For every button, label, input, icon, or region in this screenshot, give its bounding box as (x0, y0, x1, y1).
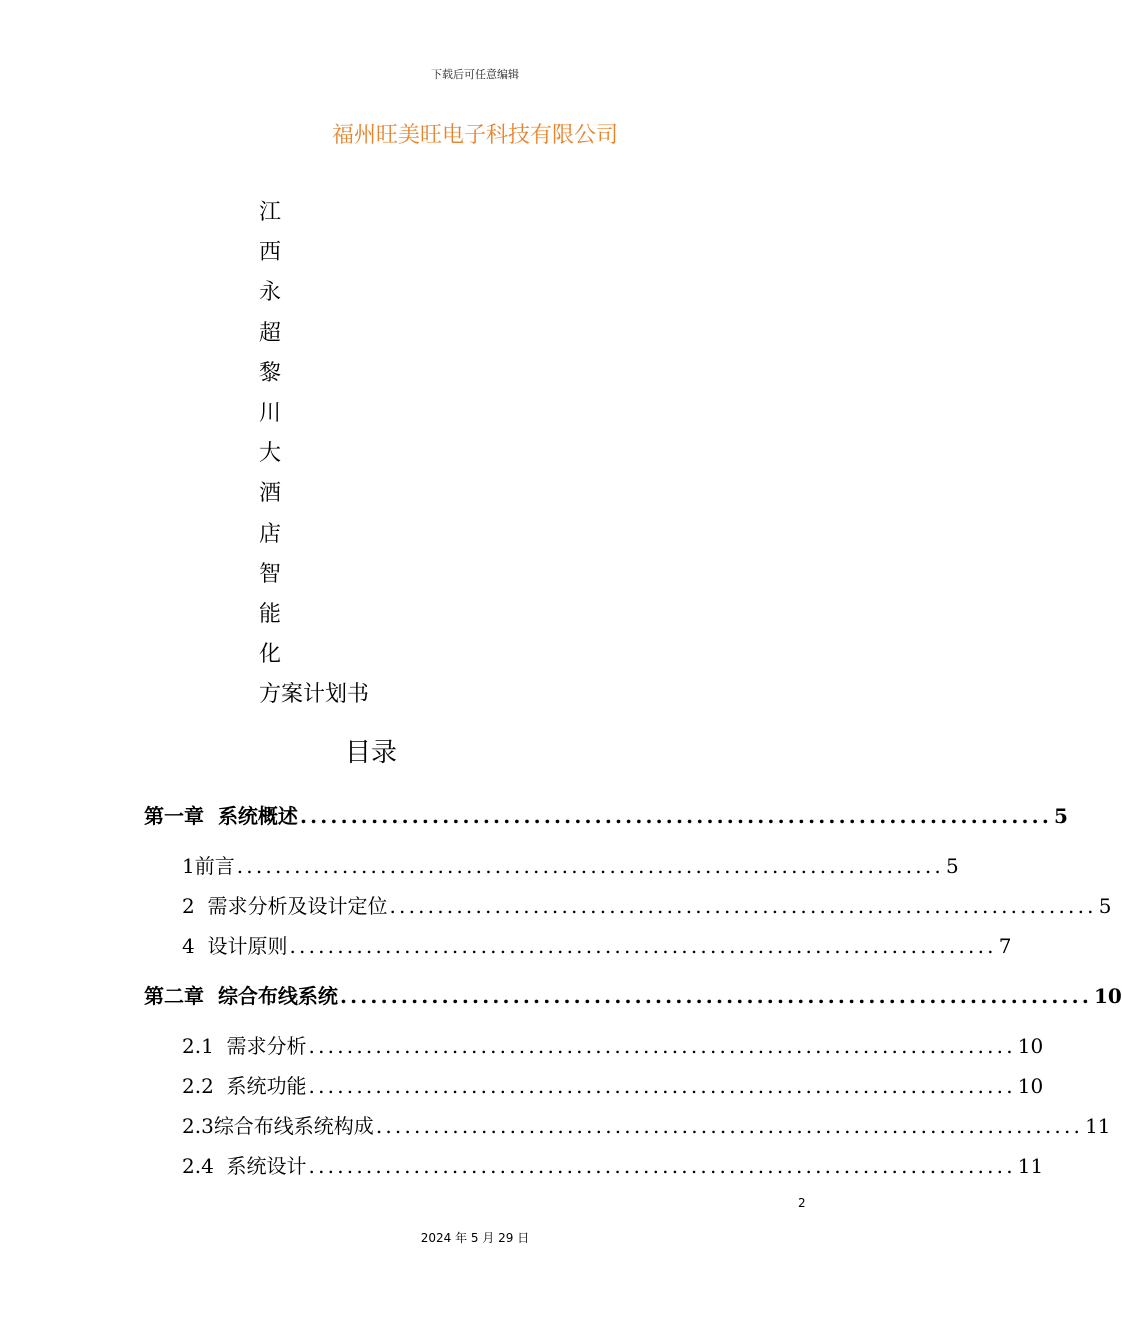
toc-entry-title: 2.2 系统功能 (182, 1074, 307, 1098)
title-char: 黎 (259, 360, 282, 386)
toc-entry-title: 第二章 综合布线系统 (144, 984, 338, 1008)
toc-heading: 目录 (345, 738, 398, 768)
header-note: 下载后可任意编辑 (431, 68, 519, 81)
toc-entry-page: 7 (998, 934, 1012, 958)
toc-entry-page: 10 (1094, 984, 1122, 1008)
page-number: 2 (798, 1196, 806, 1210)
toc-entry[interactable] (182, 1110, 1111, 1139)
toc-leader: .......................................................................... (308, 1074, 1016, 1098)
toc-entry-title: 4 设计原则 (182, 934, 288, 958)
toc-entry[interactable] (182, 930, 1012, 959)
toc-entry[interactable] (144, 980, 1122, 1009)
toc-entry[interactable] (182, 890, 1112, 919)
toc-entry-page: 5 (1098, 894, 1112, 918)
title-char: 酒 (259, 481, 282, 507)
toc-leader: .......................................................................... (308, 1154, 1016, 1178)
title-last-line: 方案计划书 (259, 682, 370, 708)
toc-entry-page: 5 (945, 854, 959, 878)
toc-entry-page: 5 (1054, 804, 1068, 828)
toc-leader: .......................................................................... (299, 804, 1052, 828)
toc-entry[interactable] (182, 1070, 1044, 1099)
toc-entry-title: 2.1 需求分析 (182, 1034, 307, 1058)
footer-date: 2024 年 5 月 29 日 (420, 1231, 530, 1245)
toc-entry-title: 2 需求分析及设计定位 (182, 894, 388, 918)
toc-entry-page: 11 (1085, 1114, 1111, 1138)
title-char: 店 (259, 521, 282, 547)
toc-entry-page: 10 (1017, 1074, 1044, 1098)
toc-leader: .......................................................................... (389, 894, 1097, 918)
title-char: 永 (259, 280, 282, 306)
company-name: 福州旺美旺电子科技有限公司 (331, 123, 618, 148)
toc-entry[interactable] (144, 800, 1068, 829)
toc-entry-title: 2.3综合布线系统构成 (182, 1114, 374, 1138)
toc-entry-title: 2.4 系统设计 (182, 1154, 307, 1178)
toc-leader: .......................................................................... (236, 854, 944, 878)
title-char: 能 (259, 601, 282, 627)
toc-entry-page: 11 (1017, 1154, 1044, 1178)
toc-leader: .......................................................................... (339, 984, 1092, 1008)
title-char: 西 (259, 240, 282, 266)
toc-leader: .......................................................................... (308, 1034, 1016, 1058)
toc-entry-page: 10 (1017, 1034, 1044, 1058)
title-char: 大 (259, 441, 282, 467)
toc-leader: .......................................................................... (375, 1114, 1084, 1138)
toc-entry-title: 第一章 系统概述 (144, 804, 298, 828)
document-title (259, 198, 369, 710)
toc-entry-title: 1前言 (182, 854, 235, 878)
toc-entry[interactable] (182, 1030, 1044, 1059)
title-char: 江 (259, 200, 282, 225)
toc-entry[interactable] (182, 1150, 1044, 1179)
title-char: 超 (259, 320, 282, 346)
title-char: 化 (259, 642, 282, 668)
toc-leader: .......................................................................... (289, 934, 997, 958)
title-char: 川 (259, 400, 282, 426)
toc-entry[interactable] (182, 850, 959, 879)
title-char: 智 (259, 561, 282, 587)
